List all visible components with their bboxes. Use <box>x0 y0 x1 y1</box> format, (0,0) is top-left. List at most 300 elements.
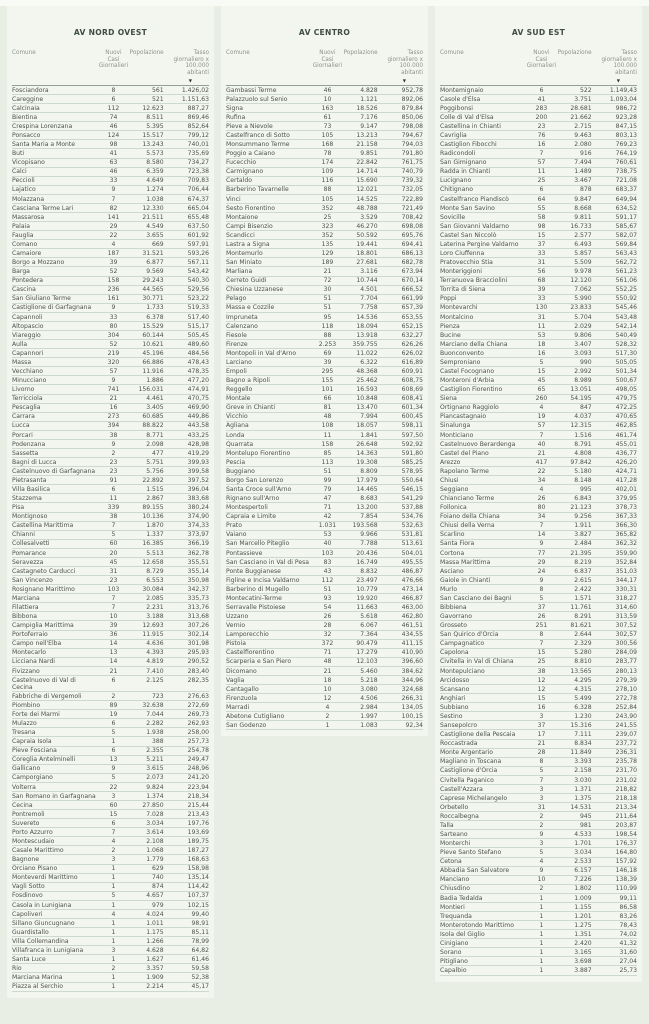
comune-cell: Castelnuovo di Garfagnana <box>12 467 96 475</box>
comune-cell: Poggio a Caiano <box>226 150 275 158</box>
population-cell: 2.577 <box>574 231 592 239</box>
table-row <box>440 304 637 313</box>
rate-cell: 283,40 <box>187 667 209 675</box>
cases-cell: 1 <box>111 937 116 945</box>
column-header-comune[interactable]: Comune <box>226 50 250 56</box>
population-cell: 10.136 <box>142 513 164 521</box>
cases-cell: 4 <box>111 837 116 845</box>
population-cell: 21.511 <box>142 213 164 221</box>
comune-cell: Castiglione d'Orcia <box>440 767 498 775</box>
comune-cell: Montespertoli <box>226 504 268 512</box>
rate-cell: 193,69 <box>187 828 209 836</box>
population-cell: 4.037 <box>574 413 592 421</box>
table-row <box>440 340 637 349</box>
population-cell: 97.842 <box>570 458 592 466</box>
cases-cell: 6 <box>539 86 544 94</box>
population-cell: 945 <box>580 812 592 820</box>
rate-cell: 350,98 <box>187 576 209 584</box>
table-row <box>12 494 209 503</box>
population-cell: 3.034 <box>574 849 592 857</box>
cases-cell: 304 <box>107 331 120 339</box>
comune-cell: Pratovecchio Stia <box>440 259 493 267</box>
comune-cell: Pontassieve <box>226 549 263 557</box>
rate-cell: 760,61 <box>615 159 637 167</box>
rate-cell: 476,66 <box>401 576 423 584</box>
rate-cell: 799,12 <box>187 131 209 139</box>
population-cell: 14.363 <box>356 449 378 457</box>
table-row <box>12 522 209 531</box>
comune-cell: Montignoso <box>12 513 48 521</box>
rate-cell: 374,90 <box>187 513 209 521</box>
table-row <box>12 892 209 901</box>
table-row <box>440 531 637 540</box>
cases-cell: 9 <box>111 304 116 312</box>
rate-cell: 591,17 <box>615 213 637 221</box>
population-cell: 9.811 <box>574 213 592 221</box>
population-cell: 1.266 <box>146 937 164 945</box>
comune-cell: Orciano Pisano <box>12 865 58 873</box>
table-row <box>226 186 423 195</box>
rate-cell: 761,75 <box>401 159 423 167</box>
population-cell: 1.515 <box>146 486 164 493</box>
population-cell: 1.802 <box>574 885 592 893</box>
rate-cell: 314,60 <box>615 604 637 612</box>
table-row <box>440 440 637 449</box>
cases-cell: 88 <box>323 331 332 339</box>
table-row <box>226 694 423 703</box>
table-title-av-sud-est: AV SUD EST <box>511 28 566 37</box>
cases-cell: 93 <box>323 594 332 602</box>
rate-cell: 769,23 <box>615 141 637 149</box>
rate-cell: 241,20 <box>187 774 209 782</box>
table-row <box>226 277 423 286</box>
rate-cell: 709,83 <box>187 177 209 185</box>
cases-cell: 339 <box>107 504 120 512</box>
population-cell: 4.549 <box>146 222 164 230</box>
rate-cell: 597,50 <box>401 431 423 439</box>
population-cell: 12.103 <box>356 658 378 666</box>
population-cell: 3.165 <box>574 948 592 956</box>
rate-cell: 258,00 <box>187 729 209 737</box>
cases-cell: 6 <box>111 719 116 727</box>
rate-cell: 616,89 <box>401 358 423 366</box>
population-cell: 10.621 <box>142 340 164 348</box>
cases-cell: 7 <box>539 150 544 158</box>
comune-cell: Cerreto Guidi <box>226 277 267 285</box>
rate-cell: 64,82 <box>191 946 209 954</box>
population-cell: 5.513 <box>146 549 164 557</box>
comune-cell: Pontremoli <box>12 810 45 818</box>
comune-cell: Bibbiena <box>440 604 467 612</box>
rate-cell: 365,82 <box>615 531 637 539</box>
table-row <box>12 476 209 485</box>
table-row <box>440 213 637 222</box>
table-row <box>440 349 637 358</box>
cases-cell: 9 <box>539 867 544 875</box>
table-row <box>440 177 637 186</box>
comune-cell: Buggiano <box>226 467 255 475</box>
rate-cell: 257,73 <box>187 738 209 746</box>
cases-cell: 13 <box>109 649 118 657</box>
rate-cell: 146,18 <box>615 867 637 875</box>
population-cell: 1.083 <box>360 722 378 730</box>
table-row <box>226 422 423 431</box>
comune-cell: Sansepolcro <box>440 722 478 730</box>
cases-cell: 7 <box>111 522 116 530</box>
cases-cell: 33 <box>109 177 118 185</box>
comune-cell: Loro Ciuffenna <box>440 249 485 257</box>
cases-cell: 417 <box>535 458 548 466</box>
rate-cell: 383,68 <box>187 495 209 503</box>
cases-cell: 5 <box>539 594 544 602</box>
rate-cell: 892,06 <box>401 95 423 103</box>
rate-cell: 218,34 <box>187 792 209 800</box>
population-cell: 8.809 <box>360 467 378 475</box>
table-row <box>226 458 423 467</box>
comune-cell: Minucciano <box>12 377 47 385</box>
cases-cell: 12 <box>537 676 546 684</box>
comune-cell: Orbetello <box>440 803 469 811</box>
population-cell: 3.405 <box>146 404 164 412</box>
comune-cell: Marciana Marina <box>12 974 63 982</box>
rate-cell: 597,91 <box>187 240 209 248</box>
population-cell: 6.359 <box>146 168 164 176</box>
table-row <box>12 658 209 667</box>
population-cell: 2.098 <box>146 440 164 448</box>
rate-cell: 241,55 <box>615 722 637 730</box>
population-cell: 15.529 <box>142 322 164 330</box>
rate-cell: 307,52 <box>615 622 637 630</box>
rate-cell: 366,30 <box>615 522 637 530</box>
column-header-tasso[interactable] <box>592 50 637 83</box>
population-cell: 30.084 <box>142 585 164 593</box>
rate-cell: 249,47 <box>187 756 209 764</box>
rate-cell: 695,76 <box>401 231 423 239</box>
rate-cell: 543,48 <box>615 313 637 321</box>
table-row <box>440 95 637 104</box>
cases-cell: 1 <box>111 865 116 873</box>
population-cell: 6.328 <box>574 703 592 711</box>
rate-cell: 484,56 <box>187 349 209 357</box>
rate-cell: 869,46 <box>187 113 209 121</box>
population-cell: 1.351 <box>574 930 592 938</box>
population-cell: 9.851 <box>360 150 378 158</box>
table-row <box>12 277 209 286</box>
population-cell: 50.592 <box>356 231 378 239</box>
table-row <box>226 612 423 621</box>
rate-cell: 443,58 <box>187 422 209 430</box>
table-row <box>226 685 423 694</box>
rate-cell: 100,15 <box>401 712 423 720</box>
cases-cell: 54 <box>323 604 332 612</box>
population-cell: 1.155 <box>574 903 592 911</box>
rate-cell: 561,06 <box>615 277 637 285</box>
rate-cell: 501,34 <box>615 367 637 375</box>
population-cell: 359.755 <box>352 340 378 348</box>
population-cell: 13.051 <box>570 386 592 394</box>
column-header-tasso[interactable] <box>378 50 423 83</box>
cases-cell: 15 <box>537 231 546 239</box>
table-row <box>12 213 209 222</box>
rate-cell: 466,87 <box>401 594 423 602</box>
table-row <box>440 867 637 876</box>
cases-cell: 2 <box>111 692 116 700</box>
population-cell: 2.085 <box>146 594 164 602</box>
population-cell: 2.329 <box>574 640 592 648</box>
comune-cell: Coreglia Antelminelli <box>12 756 76 764</box>
comune-cell: Rignano sull'Arno <box>226 495 280 503</box>
comune-cell: Mulazzo <box>12 719 37 727</box>
rate-cell: 92,34 <box>405 722 423 730</box>
table-row <box>12 792 209 801</box>
cases-cell: 2 <box>539 885 544 893</box>
cases-cell: 34 <box>537 476 546 484</box>
cases-cell: 34 <box>537 513 546 521</box>
table-row <box>226 603 423 612</box>
comune-cell: Monsummano Terme <box>226 141 290 149</box>
table-row <box>226 549 423 558</box>
cases-cell: 372 <box>321 640 334 648</box>
cases-cell: 25 <box>537 658 546 666</box>
population-cell: 7.176 <box>360 113 378 121</box>
population-cell: 8.683 <box>360 495 378 503</box>
comune-cell: Stazzema <box>12 495 42 503</box>
cases-cell: 2 <box>111 965 116 973</box>
rate-cell: 318,27 <box>615 594 637 602</box>
comune-cell: Castel Focognano <box>440 367 495 375</box>
table-row <box>12 756 209 765</box>
comune-cell: San Quirico d'Orcia <box>440 631 499 639</box>
cases-cell: 78 <box>323 150 332 158</box>
table-row <box>226 721 423 730</box>
comune-cell: Montepulciano <box>440 667 485 675</box>
rate-cell: 531,81 <box>401 531 423 539</box>
column-header-nuovi-casi[interactable]: Nuovi Casi Giornalieri <box>526 50 557 70</box>
rate-cell: 359,90 <box>615 549 637 557</box>
table-row <box>12 385 209 394</box>
column-header-popolazione[interactable]: Popolazione <box>343 50 378 56</box>
table-row <box>440 676 637 685</box>
rate-cell: 1.426,02 <box>181 86 209 94</box>
cases-cell: 116 <box>321 177 334 185</box>
cases-cell: 3 <box>539 712 544 720</box>
cases-cell: 1 <box>539 903 544 911</box>
comune-cell: Castiglione di Garfagnana <box>12 304 92 312</box>
comune-cell: Gambassi Terme <box>226 86 277 94</box>
comune-cell: Prato <box>226 522 242 530</box>
cases-cell: 63 <box>109 159 118 167</box>
population-cell: 1.201 <box>574 912 592 920</box>
population-cell: 88.822 <box>142 422 164 430</box>
table-body <box>226 86 423 731</box>
population-cell: 4.024 <box>146 910 164 918</box>
table-row <box>226 177 423 186</box>
comune-cell: Fiesole <box>226 331 247 339</box>
cases-cell: 9 <box>539 540 544 548</box>
table-row <box>12 728 209 737</box>
comune-cell: Pescaglia <box>12 404 41 412</box>
cases-cell: 66 <box>323 395 332 403</box>
comune-cell: Vernio <box>226 622 246 630</box>
cases-cell: 22 <box>109 231 118 239</box>
table-row <box>440 821 637 830</box>
comune-cell: Montemurlo <box>226 249 263 257</box>
population-cell: 7.854 <box>360 513 378 521</box>
cases-cell: 1 <box>111 983 116 991</box>
cases-cell: 65 <box>537 386 546 394</box>
rate-cell: 609,91 <box>401 367 423 375</box>
population-cell: 18.057 <box>356 422 378 430</box>
rate-cell: 290,52 <box>187 658 209 666</box>
sort-descending-icon[interactable]: ▼ <box>616 77 620 83</box>
comune-cell: Talla <box>440 821 454 829</box>
rate-cell: 470,75 <box>187 395 209 403</box>
comune-cell: Murlo <box>440 585 458 593</box>
rate-cell: 608,41 <box>401 395 423 403</box>
population-cell: 6.877 <box>146 259 164 267</box>
column-header-popolazione[interactable]: Popolazione <box>557 50 592 56</box>
table-row <box>226 631 423 640</box>
cases-cell: 11 <box>537 322 546 330</box>
cases-cell: 31 <box>537 803 546 811</box>
column-header-tasso-label: Tasso giornaliero x 100.000 abitanti <box>601 50 637 76</box>
comune-cell: Sassetta <box>12 449 39 457</box>
table-row <box>12 440 209 449</box>
comune-cell: Laterina Pergine Valdarno <box>440 240 519 248</box>
table-row <box>12 955 209 964</box>
rate-cell: 661,99 <box>401 295 423 303</box>
population-cell: 7.704 <box>360 295 378 303</box>
population-cell: 22.892 <box>142 476 164 484</box>
comune-cell: Fosciandora <box>12 86 49 94</box>
column-header-tasso[interactable] <box>164 50 209 83</box>
table-row <box>12 667 209 676</box>
cases-cell: 23 <box>109 467 118 475</box>
comune-cell: Crespina Lorenzana <box>12 122 73 130</box>
column-header-nuovi-casi[interactable]: Nuovi Casi Giornalieri <box>312 50 343 70</box>
rate-cell: 653,55 <box>401 313 423 321</box>
cases-cell: 1 <box>539 958 544 966</box>
rate-cell: 986,72 <box>615 104 637 112</box>
rate-cell: 52,38 <box>191 974 209 982</box>
cases-cell: 161 <box>107 295 120 303</box>
table-row <box>440 267 637 276</box>
column-header-comune[interactable]: Comune <box>12 50 36 56</box>
column-header-popolazione[interactable]: Popolazione <box>129 50 164 56</box>
comune-cell: Santa Luce <box>12 955 46 963</box>
rate-cell: 542,14 <box>615 322 637 330</box>
cases-cell: 2 <box>539 821 544 829</box>
comune-cell: Dicomano <box>226 667 257 675</box>
cases-cell: 79 <box>323 486 332 493</box>
rate-cell: 561,23 <box>615 268 637 276</box>
population-cell: 3.827 <box>574 531 592 539</box>
comune-cell: Isola del Giglio <box>440 930 485 938</box>
cases-cell: 32 <box>323 631 332 639</box>
table-row <box>226 385 423 394</box>
cases-cell: 7 <box>111 195 116 203</box>
cases-cell: 394 <box>107 422 120 430</box>
table-row <box>12 901 209 910</box>
rate-cell: 283,77 <box>615 658 637 666</box>
cases-cell: 26 <box>323 613 332 621</box>
rate-cell: 215,44 <box>187 801 209 809</box>
rate-cell: 114,42 <box>187 883 209 891</box>
cases-cell: 51 <box>323 585 332 593</box>
cases-cell: 6 <box>111 486 116 493</box>
column-header-nuovi-casi[interactable]: Nuovi Casi Giornalieri <box>98 50 129 70</box>
comune-cell: Careggine <box>12 95 44 103</box>
cases-cell: 31 <box>109 567 118 575</box>
population-cell: 27.850 <box>142 801 164 809</box>
population-cell: 1.571 <box>574 594 592 602</box>
rate-cell: 591,80 <box>401 449 423 457</box>
rate-cell: 569,84 <box>615 240 637 248</box>
population-cell: 13.565 <box>570 667 592 675</box>
population-cell: 10.848 <box>356 395 378 403</box>
comune-cell: Marliana <box>226 268 253 276</box>
cases-cell: 260 <box>535 395 548 403</box>
population-cell: 2.355 <box>146 747 164 755</box>
comune-cell: Massa Marittima <box>440 558 491 566</box>
table-row <box>12 801 209 810</box>
population-cell: 7.788 <box>360 540 378 548</box>
comune-cell: Sarteano <box>440 830 468 838</box>
table-row <box>440 712 637 721</box>
population-cell: 1.175 <box>146 928 164 936</box>
comune-cell: Campo nell'Elba <box>12 640 62 648</box>
table-row <box>226 286 423 295</box>
rate-cell: 455,01 <box>615 440 637 448</box>
table-row <box>226 340 423 349</box>
comune-cell: Grosseto <box>440 622 468 630</box>
rate-cell: 794,67 <box>401 131 423 139</box>
rate-cell: 585,67 <box>615 222 637 230</box>
rate-cell: 879,84 <box>401 104 423 112</box>
population-cell: 4.808 <box>574 449 592 457</box>
table-row <box>12 855 209 864</box>
rate-cell: 534,76 <box>401 513 423 521</box>
cases-cell: 71 <box>323 649 332 657</box>
rate-cell: 734,27 <box>187 159 209 167</box>
rate-cell: 396,04 <box>187 486 209 493</box>
comune-cell: Montevarchi <box>440 304 478 312</box>
comune-cell: Vaglia <box>226 676 245 684</box>
cases-cell: 2 <box>325 712 330 720</box>
cases-cell: 108 <box>321 422 334 430</box>
rate-cell: 235,78 <box>615 758 637 766</box>
population-cell: 15.690 <box>356 177 378 185</box>
table-row <box>12 558 209 567</box>
rate-cell: 540,49 <box>615 331 637 339</box>
rate-cell: 652,15 <box>401 322 423 330</box>
table-row <box>226 95 423 104</box>
table-body <box>12 86 209 992</box>
cases-cell: 320 <box>107 358 120 366</box>
table-row <box>226 640 423 649</box>
table-row <box>440 930 637 939</box>
sort-descending-icon[interactable]: ▼ <box>188 77 192 83</box>
table-row <box>12 828 209 837</box>
column-header-comune[interactable]: Comune <box>440 50 464 56</box>
comune-cell: Montescudaio <box>12 837 55 845</box>
table-row <box>12 159 209 168</box>
rate-cell: 517,40 <box>187 313 209 321</box>
cases-cell: 16 <box>537 141 546 149</box>
sort-descending-icon[interactable]: ▼ <box>402 77 406 83</box>
table-row <box>226 195 423 204</box>
rate-cell: 608,69 <box>401 386 423 394</box>
